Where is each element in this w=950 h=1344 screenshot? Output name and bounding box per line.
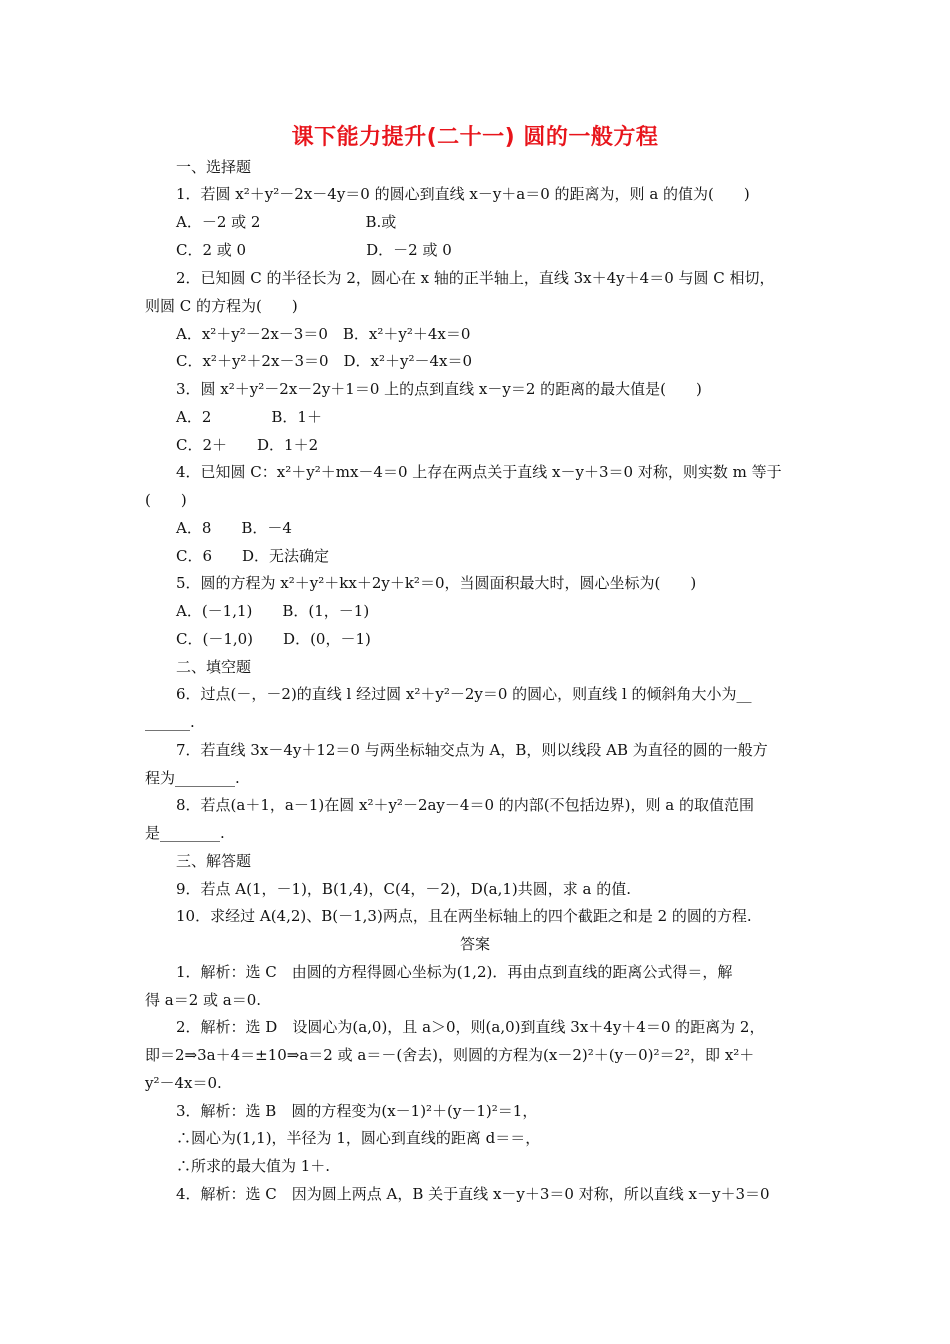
question-3-options-cd: C．2＋ D．1＋2: [176, 436, 319, 454]
answer-1: 1．解析：选 C 由圆的方程得圆心坐标为(1,2)．再由点到直线的距离公式得＝，解: [176, 963, 733, 981]
question-1-options-cd: C．2 或 0 D．－2 或 0: [176, 241, 452, 259]
question-8-cont: 是________.: [145, 824, 225, 842]
answer-2: 2．解析：选 D 设圆心为(a,0)，且 a＞0，则(a,0)到直线 3x＋4y＋4＝0 的距离为 2，: [176, 1018, 765, 1036]
question-7: 7．若直线 3x－4y＋12＝0 与两坐标轴交点为 A，B，则以线段 AB 为直径的圆的一般方: [176, 741, 768, 759]
question-1-options-ab: A．－2 或 2 B.或: [176, 213, 397, 231]
question-3: 3．圆 x²＋y²－2x－2y＋1＝0 上的点到直线 x－y＝2 的距离的最大值是( ): [176, 380, 702, 398]
question-3-options-ab: A．2 B．1＋: [176, 408, 322, 426]
question-9: 9．若点 A(1，－1)，B(1,4)，C(4，－2)，D(a,1)共圆，求 a 的值.: [176, 880, 632, 898]
section-heading-fill: 二、填空题: [176, 658, 252, 676]
question-2-options-cd: C．x²＋y²＋2x－3＝0 D．x²＋y²－4x＝0: [176, 352, 473, 370]
page-title: 课下能力提升(二十一) 圆的一般方程: [291, 125, 659, 150]
answer-2-cont-2: y²－4x＝0.: [145, 1074, 222, 1092]
question-1: 1．若圆 x²＋y²－2x－4y＝0 的圆心到直线 x－y＋a＝0 的距离为，则 a 的值为( ): [176, 185, 750, 203]
question-4-options-ab: A．8 B．－4: [176, 519, 292, 537]
question-2: 2．已知圆 C 的半径长为 2，圆心在 x 轴的正半轴上，直线 3x＋4y＋4＝0 与圆 C 相切，: [176, 269, 775, 287]
question-6: 6．过点(－，－2)的直线 l 经过圆 x²＋y²－2y＝0 的圆心，则直线 l 的倾斜角大小为__: [176, 685, 752, 703]
answer-4: 4．解析：选 C 因为圆上两点 A，B 关于直线 x－y＋3＝0 对称，所以直线 x－y＋3＝0: [176, 1185, 770, 1203]
question-8: 8．若点(a＋1，a－1)在圆 x²＋y²－2ay－4＝0 的内部(不包括边界)，则 a 的取值范围: [176, 796, 754, 814]
question-7-cont: 程为________.: [145, 769, 240, 787]
question-2-cont: 则圆 C 的方程为( ): [145, 297, 298, 315]
question-10: 10．求经过 A(4,2)、B(－1,3)两点，且在两坐标轴上的四个截距之和是 2 的圆的方程.: [176, 907, 752, 925]
question-4-options-cd: C．6 D．无法确定: [176, 547, 330, 565]
answer-1-cont: 得 a＝2 或 a＝0.: [145, 991, 262, 1009]
question-5: 5．圆的方程为 x²＋y²＋kx＋2y＋k²＝0，当圆面积最大时，圆心坐标为( ): [176, 574, 697, 592]
answer-3: 3．解析：选 B 圆的方程变为(x－1)²＋(y－1)²＝1，: [176, 1102, 538, 1120]
question-4-cont: ( ): [145, 491, 187, 509]
question-6-cont: ______.: [145, 713, 195, 731]
question-4: 4．已知圆 C：x²＋y²＋mx－4＝0 上存在两点关于直线 x－y＋3＝0 对称，则实数 m 等于: [176, 463, 782, 481]
answer-heading: 答案: [459, 935, 490, 953]
question-5-options-cd: C．(－1,0) D．(0，－1): [176, 630, 371, 648]
question-5-options-ab: A．(－1,1) B．(1，－1): [176, 602, 370, 620]
question-2-options-ab: A．x²＋y²－2x－3＝0 B．x²＋y²＋4x＝0: [176, 325, 471, 343]
section-heading-solve: 三、解答题: [176, 852, 252, 870]
answer-3-cont: ∴圆心为(1,1)，半径为 1，圆心到直线的距离 d＝＝，: [176, 1129, 541, 1147]
answer-2-cont: 即＝2⇒3a＋4＝±10⇒a＝2 或 a＝－(舍去)，则圆的方程为(x－2)²＋(y－0)²＝2²，即 x²＋: [145, 1046, 755, 1064]
answer-3-cont-2: ∴所求的最大值为 1＋.: [176, 1157, 331, 1175]
section-heading-choice: 一、选择题: [176, 158, 252, 176]
